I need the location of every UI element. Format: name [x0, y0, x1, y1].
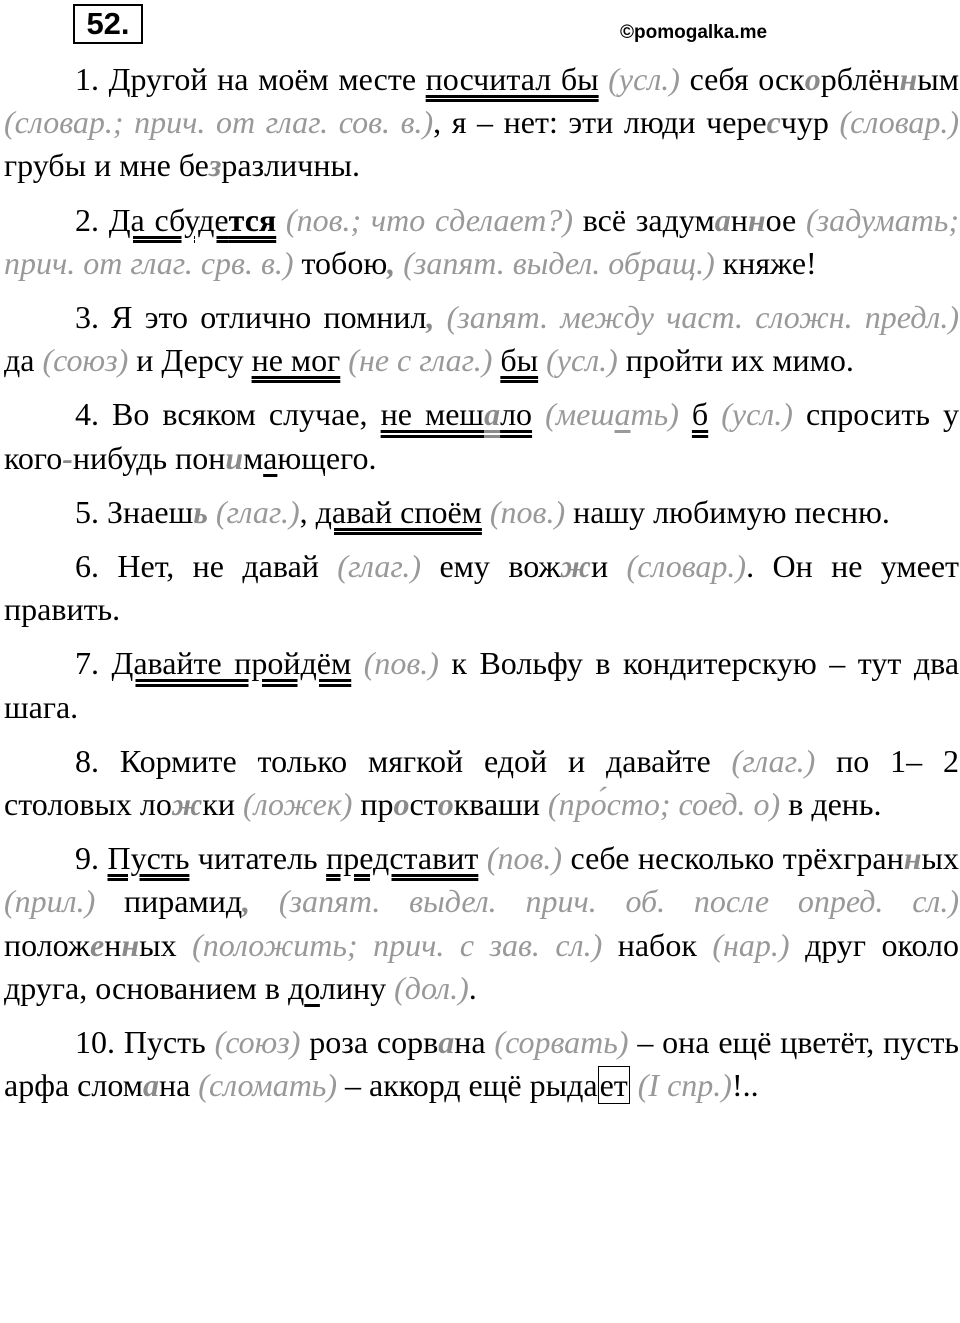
- sentence-text: набок: [602, 926, 713, 963]
- sentence-text: и Дерсу: [128, 342, 252, 379]
- grammar-note: (про́сто; соед. о): [547, 786, 781, 823]
- marked-text: о: [804, 61, 821, 97]
- grammar-note: (словар.): [626, 548, 747, 585]
- sentence-text: , я – нет: эти люди чере: [433, 104, 767, 141]
- grammar-note: (словар.; прич. от глаг. сов. в.): [4, 104, 434, 141]
- marked-text: с: [766, 104, 781, 141]
- sentence-text: н: [730, 201, 748, 238]
- exercise-text: [4, 58, 959, 1118]
- sentence-text: рблён: [820, 61, 900, 97]
- marked-text: о: [304, 969, 320, 1006]
- grammar-note: (I спр.): [629, 1067, 732, 1104]
- sentence-text: всё задум: [573, 201, 715, 238]
- grammar-note: (глаг.): [337, 548, 422, 585]
- sentence-text: читатель: [189, 840, 327, 877]
- grammar-note: (положить; прич. с зав. сл.): [192, 926, 603, 963]
- sentence-text: ему вож: [421, 548, 561, 585]
- marked-text: ло: [500, 396, 533, 433]
- sentence-text: .: [468, 969, 477, 1006]
- marked-text: е: [89, 926, 105, 963]
- marked-text: н: [899, 61, 918, 97]
- marked-text: ж: [560, 548, 591, 585]
- grammar-note: (глаг.): [207, 493, 300, 530]
- grammar-note: (союз): [214, 1024, 301, 1061]
- marked-text: Да сбуде: [108, 201, 229, 238]
- sentence-text: пирамид: [95, 883, 243, 920]
- sentence-4: [4, 393, 959, 479]
- grammar-note: (пов.): [481, 493, 566, 530]
- sentence-text: ое: [765, 201, 806, 238]
- marked-text: а: [484, 396, 501, 433]
- sentence-5: [4, 491, 959, 534]
- sentence-text: 7.: [75, 645, 112, 682]
- sentence-text: ки: [202, 786, 244, 823]
- marked-text: ж: [171, 786, 203, 823]
- marked-text: ,: [242, 883, 251, 920]
- grammar-note: (пов.): [478, 840, 563, 877]
- sentence-text: 6. Нет, не давай: [75, 548, 338, 585]
- sentence-text: ,: [299, 493, 316, 530]
- sentence-text: спросить у кого: [4, 396, 960, 476]
- sentence-text: различны.: [221, 147, 360, 184]
- grammar-note: (прил.): [4, 883, 96, 920]
- sentence-text: друг около друга, основанием в д: [4, 926, 960, 1006]
- sentence-text: ых: [139, 926, 193, 963]
- marked-text: Давайте пройдём: [111, 645, 352, 682]
- marked-text: а: [263, 439, 278, 476]
- sentence-text: н: [104, 926, 122, 963]
- marked-text: тся: [228, 201, 277, 238]
- marked-text: н: [121, 926, 140, 963]
- sentence-text: 9.: [75, 840, 108, 877]
- sentence-text: нибудь пон: [72, 439, 226, 476]
- grammar-note: (запят. между част. сложн. предл.): [434, 299, 960, 336]
- sentence-text: в день.: [780, 786, 882, 823]
- watermark: ©pomogalka.me: [620, 22, 768, 43]
- marked-text: о: [437, 786, 454, 823]
- marked-text: ,: [387, 244, 396, 281]
- grammar-note: (союз): [42, 342, 129, 379]
- sentence-text: 10. Пусть: [75, 1024, 215, 1061]
- sentence-text: 4. Во всяком случае,: [75, 396, 381, 433]
- marked-text: ет: [599, 1067, 628, 1104]
- sentence-text: ст: [409, 786, 438, 823]
- grammar-note: (глаг.): [731, 742, 816, 779]
- marked-text: н: [903, 840, 922, 877]
- sentence-text: ых: [921, 840, 960, 877]
- grammar-note: ть): [630, 396, 679, 433]
- sentence-8: [4, 740, 959, 826]
- grammar-note: (усл.): [598, 61, 680, 97]
- sentence-text: 1. Другой на моём месте: [75, 61, 426, 97]
- sentence-text: да: [4, 342, 43, 379]
- grammar-note: (сломать): [198, 1067, 338, 1104]
- marked-text: Пусть: [107, 840, 190, 877]
- sentence-text: и: [591, 548, 627, 585]
- marked-text: не меш: [380, 396, 485, 433]
- grammar-note: (усл.): [538, 342, 618, 379]
- sentence-text: к Вольфу в кондитерскую – тут два шага.: [4, 645, 960, 725]
- grammar-note: (пов.): [351, 645, 439, 682]
- sentence-text: – аккорд ещё рыда: [337, 1067, 598, 1104]
- sentence-text: роза сорв: [300, 1024, 439, 1061]
- marked-text: давай споём: [315, 493, 482, 530]
- sentence-text: 8. Кормите только мягкой едой и давайте: [75, 742, 732, 779]
- marked-text: посчитал бы: [425, 61, 599, 97]
- marked-text: бы: [500, 342, 539, 379]
- sentence-text: 3. Я это отлично помнил: [75, 299, 427, 336]
- marked-text: ,: [426, 299, 435, 336]
- sentence-10: [4, 1021, 959, 1107]
- sentence-text: [679, 396, 692, 432]
- sentence-text: себя оск: [679, 61, 805, 97]
- sentence-1: [4, 58, 959, 188]
- marked-text: а: [438, 1024, 455, 1061]
- grammar-note: (сорвать): [494, 1024, 629, 1061]
- sentence-text: – она ещё цветёт, пусть арфа слом: [4, 1024, 960, 1104]
- marked-text: представит: [326, 840, 479, 877]
- marked-text: о: [393, 786, 410, 823]
- grammar-note: (дол.): [394, 969, 469, 1006]
- sentence-text: !..: [731, 1067, 759, 1104]
- sentence-9: [4, 837, 959, 1010]
- sentence-text: м: [243, 439, 264, 476]
- sentence-text: ющего.: [277, 439, 377, 476]
- grammar-note: (не с глаг.): [340, 342, 493, 379]
- sentence-text: 5. Знаеш: [75, 493, 194, 530]
- marked-text: з: [208, 147, 222, 184]
- grammar-note: (задумать; прич. от глаг. срв. в.): [4, 201, 960, 281]
- marked-text: и: [225, 439, 244, 476]
- sentence-7: [4, 642, 959, 728]
- sentence-text: 2.: [75, 201, 109, 238]
- sentence-text: чур: [780, 104, 840, 141]
- sentence-text: на: [158, 1067, 199, 1104]
- sentence-text: ым: [917, 61, 960, 97]
- sentence-text: княже!: [714, 244, 817, 281]
- grammar-note: (запят. выдел. обращ.): [395, 244, 715, 281]
- sentence-text: лину: [319, 969, 395, 1006]
- marked-text: а: [142, 1067, 159, 1104]
- task-number: 52.: [73, 4, 143, 44]
- marked-text: а: [714, 201, 731, 238]
- grammar-note: (меш: [532, 396, 615, 433]
- grammar-note: (усл.): [708, 396, 793, 433]
- marked-text: ь: [193, 493, 208, 530]
- grammar-note: (ложек): [243, 786, 353, 823]
- sentence-2: [4, 199, 959, 285]
- grammar-note: (словар.): [839, 104, 960, 141]
- marked-text: б: [691, 396, 709, 433]
- sentence-text: пройти их мимо.: [617, 342, 854, 379]
- sentence-text: полож: [4, 926, 90, 963]
- grammar-note: (нар.): [712, 926, 790, 963]
- marked-text: -: [62, 439, 73, 476]
- grammar-note: (пов.; что сделает?): [276, 201, 574, 238]
- grammar-note: (запят. выдел. прич. об. после опред. сл.): [250, 883, 960, 920]
- marked-text: н: [747, 201, 766, 238]
- sentence-text: нашу любимую песню.: [565, 493, 890, 530]
- sentence-text: . Он не умеет править.: [4, 548, 960, 628]
- sentence-text: пр: [352, 786, 394, 823]
- sentence-6: [4, 545, 959, 631]
- sentence-text: на: [454, 1024, 495, 1061]
- sentence-text: грубы и мне бе: [4, 147, 209, 184]
- sentence-3: [4, 296, 959, 382]
- marked-text: а: [614, 396, 631, 433]
- sentence-text: тобою: [293, 244, 388, 281]
- sentence-text: кваши: [453, 786, 548, 823]
- marked-text: не мог: [251, 342, 341, 379]
- sentence-text: себе несколько трёхгран: [562, 840, 904, 877]
- sentence-text: по 1– 2 столовых ло: [4, 742, 960, 823]
